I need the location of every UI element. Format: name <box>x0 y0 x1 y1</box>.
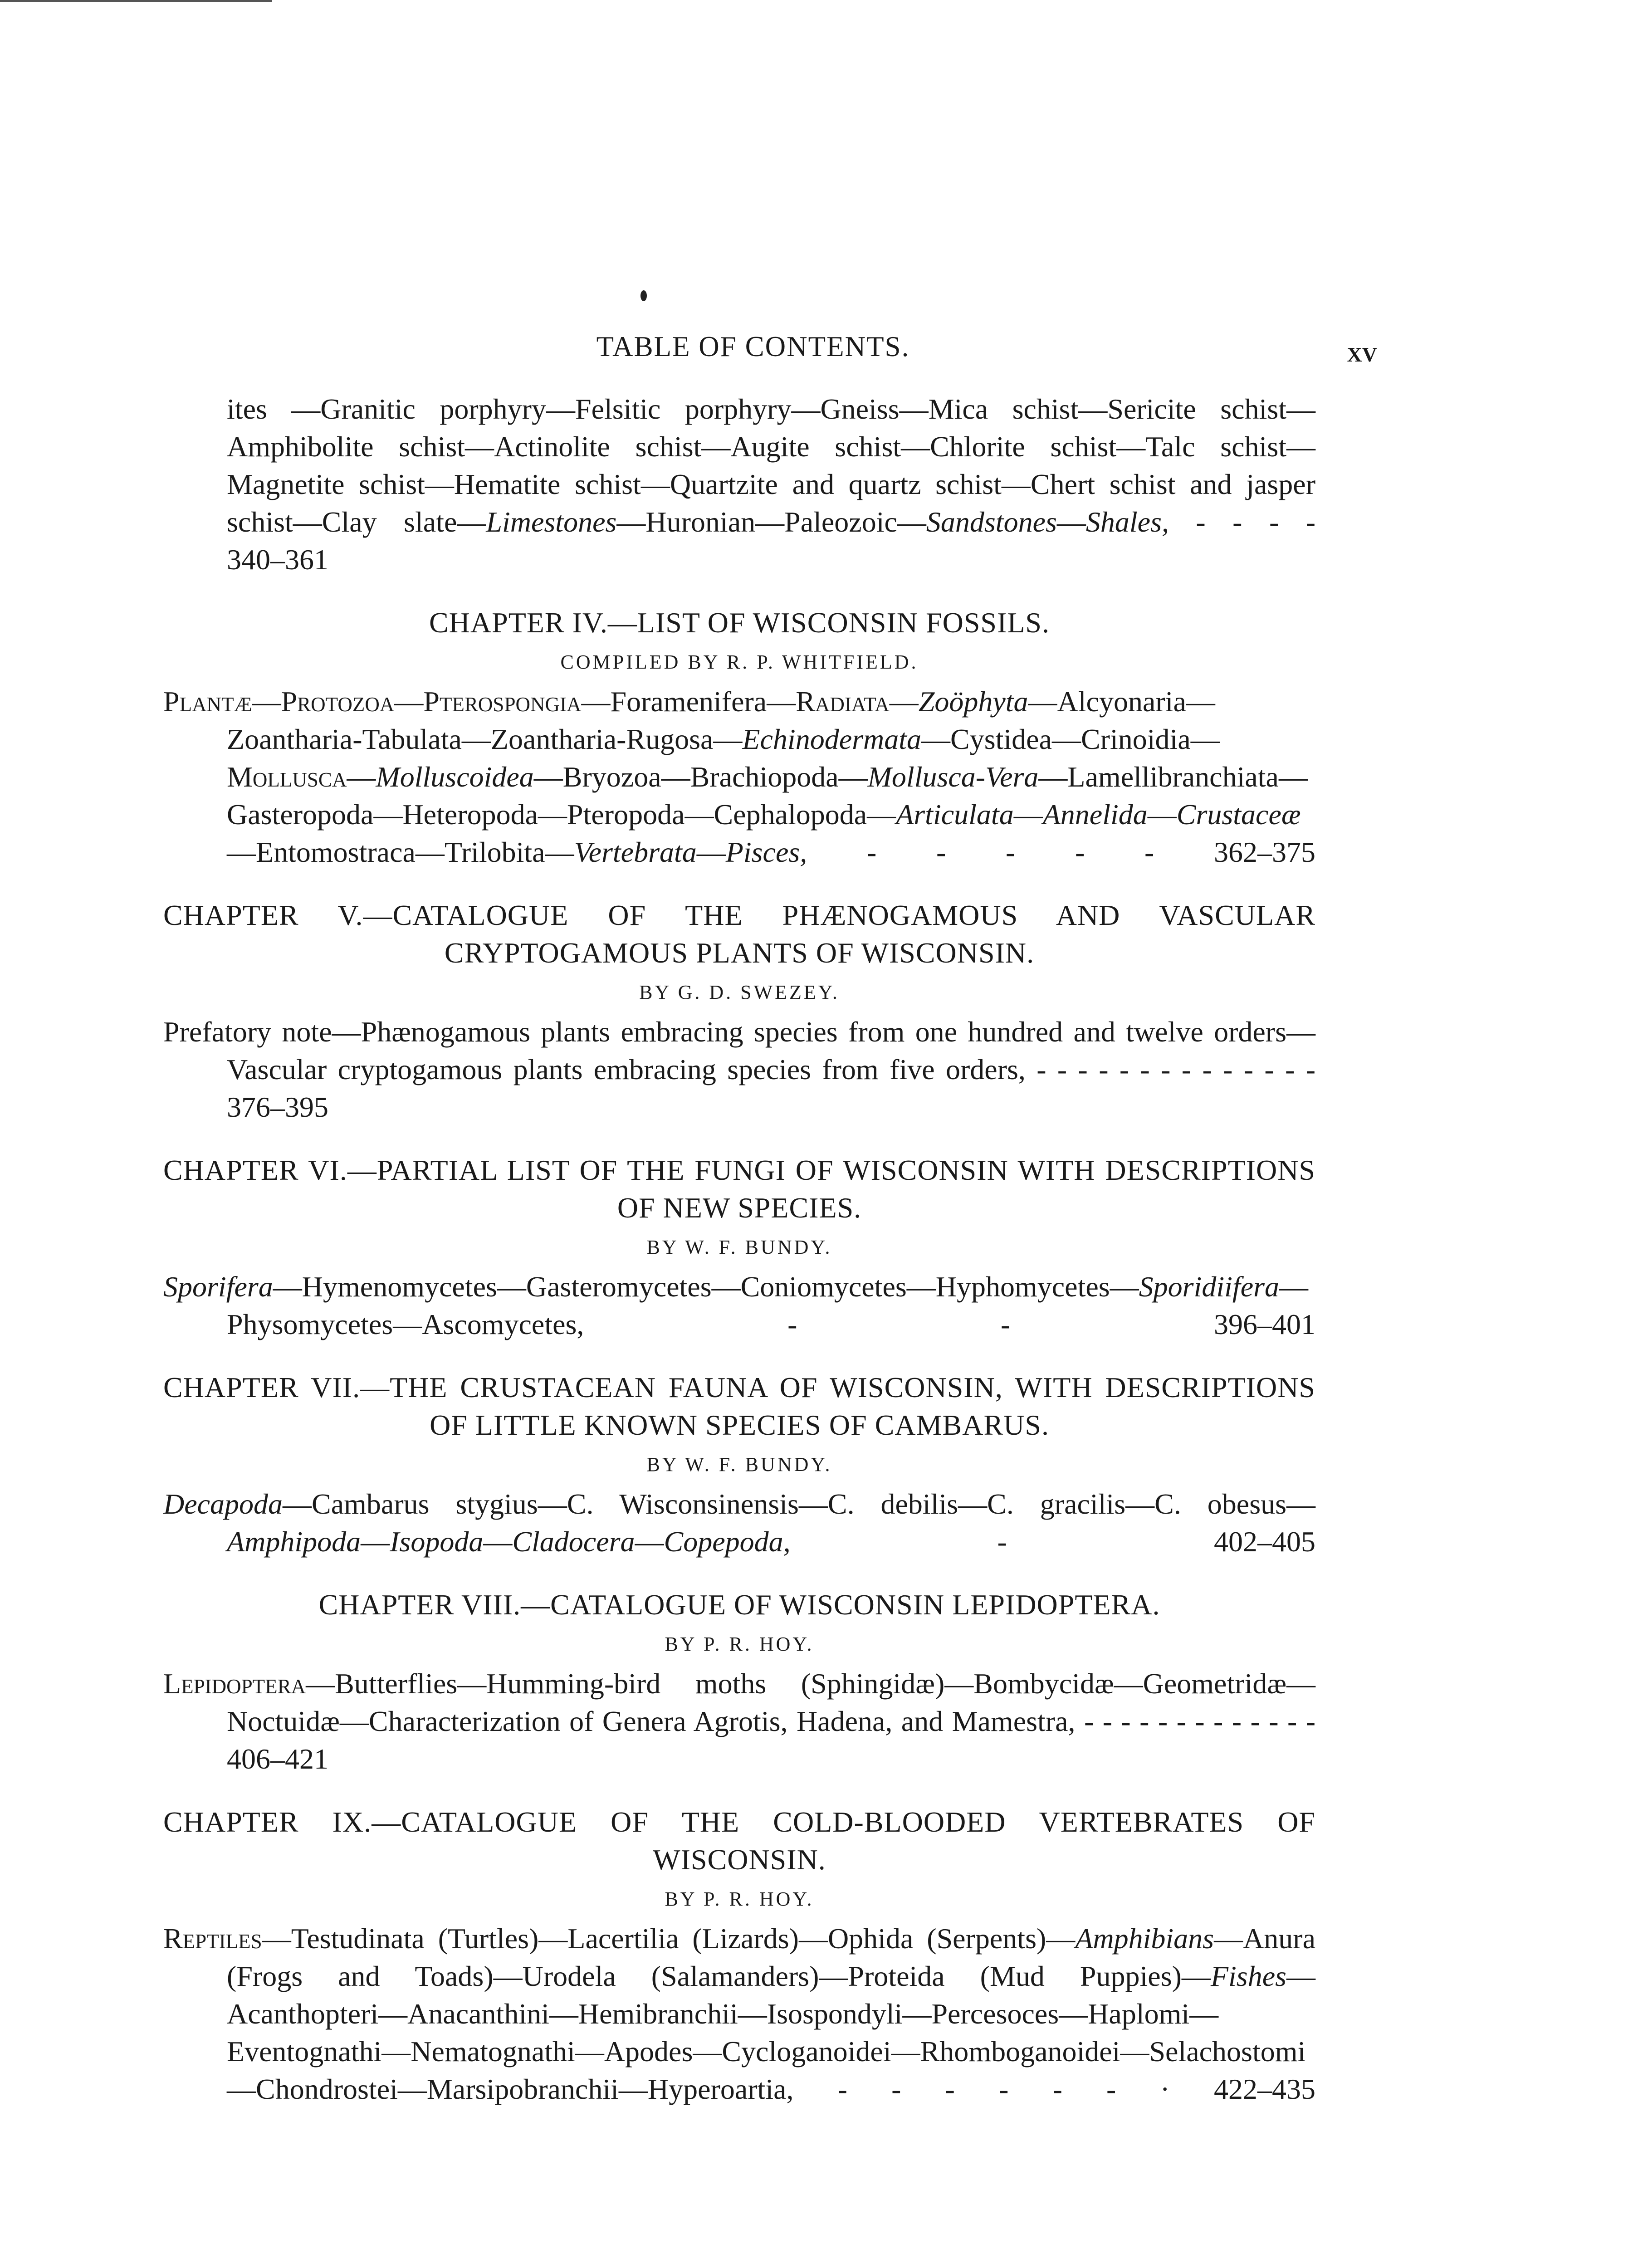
chapter-summary <box>163 1485 1315 1560</box>
entry-text: Limestones <box>486 506 617 538</box>
entry-text: ites —Granitic porphyry—Felsitic porphyry—Gneiss—Mica schist—Sericite schist—Amphibolite schist—Actinolite schist—Augite schist—Chlorite schist—Talc schist—Magnetite schist—Hematite schist—Quartzite and quartz schist—Chert schist and jasper schist—Clay slate— <box>227 393 1315 538</box>
dot-leaders: - - - - - - - - - - - - - - <box>1025 1053 1316 1085</box>
entry-text: Amphipoda <box>227 1525 361 1558</box>
entry-text: — <box>696 836 726 868</box>
page-range: 396–401 <box>1214 1308 1315 1340</box>
contents-body <box>163 390 1315 2108</box>
chapter-title: CHAPTER IV.—LIST OF WISCONSIN FOSSILS. <box>429 606 1050 639</box>
chapter-summary <box>163 1268 1315 1343</box>
entry-text: Vertebrata <box>574 836 697 868</box>
entry-text: Copepoda, <box>664 1525 791 1558</box>
dot-leaders: - - - - - - - - - - - - - <box>1075 1705 1316 1737</box>
chapter-summary <box>163 683 1315 871</box>
chapter-section <box>163 1803 1315 2108</box>
entry-text: Plantæ <box>163 685 252 718</box>
chapter-section <box>163 1586 1315 1778</box>
entry-text: Molluscoidea <box>376 761 534 793</box>
entry-text: —Huronian—Paleozoic— <box>616 506 926 538</box>
entry-text: —Entomostraca—Trilobita— <box>227 836 574 868</box>
entry-text: Mollusca <box>227 761 347 793</box>
entry-text: Mollusca-Vera <box>867 761 1039 793</box>
dot-leaders: - - - - <box>1169 506 1316 538</box>
page-range: 422–435 <box>1214 2073 1315 2105</box>
page-range: 340–361 <box>227 543 328 576</box>
entry-text: Shales, <box>1085 506 1169 538</box>
entry-text: —Alcyonaria—Zoantharia-Tabulata—Zoantharia-Rugosa— <box>227 685 1215 755</box>
page-range: 362–375 <box>1214 836 1315 868</box>
entry-text: Sporifera <box>163 1271 273 1303</box>
entry-text: Protozoa <box>281 685 395 718</box>
entry-text: —Bryozoa—Brachiopoda— <box>533 761 868 793</box>
entry-text: Zoöphyta <box>918 685 1028 718</box>
entry-text: Cladocera <box>512 1525 635 1558</box>
entry-text: —Cambarus stygius—C. Wisconsinensis—C. debilis—C. gracilis—C. obesus— <box>283 1488 1315 1520</box>
entry-text: —Testudinata (Turtles)—Lacertilia (Lizards)—Ophida (Serpents)— <box>262 1922 1076 1955</box>
entry-text: Sporidiifera <box>1139 1271 1279 1303</box>
entry-text: Radiata <box>796 685 890 718</box>
page-range: 402–405 <box>1214 1525 1315 1558</box>
entry-text: Fishes <box>1210 1960 1286 1992</box>
entry-text: — <box>394 685 424 718</box>
entry-text: —Lamellibranchiata—Gasteropoda—Heteropoda—Pteropoda—Cephalopoda— <box>227 761 1308 831</box>
entry-text: Isopoda <box>390 1525 484 1558</box>
chapter-byline: BY G. D. SWEZEY. <box>639 981 840 1003</box>
entry-text: Amphibians <box>1075 1922 1214 1955</box>
entry-text: — <box>252 685 281 718</box>
chapter-list <box>163 604 1315 2108</box>
chapter-summary <box>163 1013 1315 1126</box>
chapter-title: CHAPTER IX.—CATALOGUE OF THE COLD-BLOODED VERTEBRATES OF WISCONSIN. <box>163 1806 1315 1876</box>
entry-text: Echinodermata <box>742 723 921 755</box>
chapter-section <box>163 1369 1315 1560</box>
chapter-byline: COMPILED BY R. P. WHITFIELD. <box>560 651 919 673</box>
entry-text: —Hymenomycetes—Gasteromycetes—Coniomycetes—Hyphomycetes— <box>273 1271 1139 1303</box>
chapter-section <box>163 896 1315 1126</box>
entry-text: Articulata <box>896 798 1014 831</box>
entry-text: — <box>889 685 919 718</box>
entry-text: — <box>361 1525 390 1558</box>
chapter-title: CHAPTER V.—CATALOGUE OF THE PHÆNOGAMOUS AND VASCULAR CRYPTOGAMOUS PLANTS OF WISCONSIN. <box>163 899 1315 969</box>
chapter-byline: BY W. F. BUNDY. <box>646 1453 832 1476</box>
header-title: TABLE OF CONTENTS. <box>596 331 910 362</box>
entry-text: —Acanthopteri—Anacanthini—Hemibranchii—Isospondyli—Percesoces—Haplomi—Eventognathi—Nematognathi—Apodes—Cycloganoidei—Rhomboganoidei—Selachostomi—Chondrostei—Marsipobranchii—Hyperoartia, <box>227 1960 1315 2105</box>
page-range: 406–421 <box>227 1743 328 1775</box>
running-header <box>163 330 1377 371</box>
entry-text: Sandstones <box>926 506 1057 538</box>
entry-text: Reptiles <box>163 1922 262 1955</box>
entry-text: —Foramenifera— <box>581 685 796 718</box>
entry-text: Pisces, <box>725 836 807 868</box>
entry-text: Crustaceæ <box>1176 798 1301 831</box>
entry-text: Lepidoptera <box>163 1667 306 1700</box>
page-range: 376–395 <box>227 1091 328 1123</box>
chapter-summary <box>163 1665 1315 1778</box>
chapter-byline: BY W. F. BUNDY. <box>646 1236 832 1258</box>
chapter-byline: BY P. R. HOY. <box>665 1888 814 1910</box>
dot-leaders: - - - - - - · <box>793 2073 1214 2105</box>
entry-text: Prefatory note—Phænogamous plants embracing species from one hundred and twelve orders—Vascular cryptogamous plants embracing species from five orders, <box>163 1016 1315 1085</box>
ink-speck <box>640 290 647 301</box>
entry-text: — <box>1056 506 1086 538</box>
entry-text: Annelida <box>1042 798 1148 831</box>
entry-text: —Butterflies—Humming-bird moths (Sphingidæ)—Bombycidæ—Geometridæ—Noctuidæ—Characterization of Genera Agrotis, Hadena, and Mamestra, <box>227 1667 1315 1737</box>
entry-text: — <box>1147 798 1177 831</box>
entry-text: — <box>483 1525 513 1558</box>
dot-leaders: - - <box>584 1308 1214 1340</box>
page-number: xv <box>1347 335 1377 368</box>
chapter-section <box>163 1151 1315 1343</box>
entry-text: Decapoda <box>163 1488 283 1520</box>
entry-text: —Anura (Frogs and Toads)—Urodela (Salamanders)—Proteida (Mud Puppies)— <box>227 1922 1315 1992</box>
entry-text: — <box>635 1525 664 1558</box>
chapter-title: CHAPTER VIII.—CATALOGUE OF WISCONSIN LEPIDOPTERA. <box>318 1589 1160 1621</box>
entry-text: — <box>347 761 376 793</box>
chapter-title: CHAPTER VI.—PARTIAL LIST OF THE FUNGI OF WISCONSIN WITH DESCRIPTIONS OF NEW SPECIES. <box>163 1154 1315 1224</box>
dot-leaders: - <box>790 1525 1214 1558</box>
top-rule <box>0 0 272 2</box>
entry-text: —Cystidea—Crinoidia— <box>921 723 1220 755</box>
chapter-title: CHAPTER VII.—THE CRUSTACEAN FAUNA OF WISCONSIN, WITH DESCRIPTIONS OF LITTLE KNOWN SPECIES OF CAMBARUS. <box>163 1371 1315 1441</box>
chapter-section <box>163 604 1315 871</box>
entry-text: Pterospongia <box>423 685 582 718</box>
rocks-entry-continuation <box>163 390 1315 578</box>
chapter-byline: BY P. R. HOY. <box>665 1633 814 1655</box>
dot-leaders: - - - - - <box>807 836 1214 868</box>
chapter-summary <box>163 1920 1315 2108</box>
entry-text: —Physomycetes—Ascomycetes, <box>227 1271 1308 1340</box>
entry-text: — <box>1013 798 1043 831</box>
